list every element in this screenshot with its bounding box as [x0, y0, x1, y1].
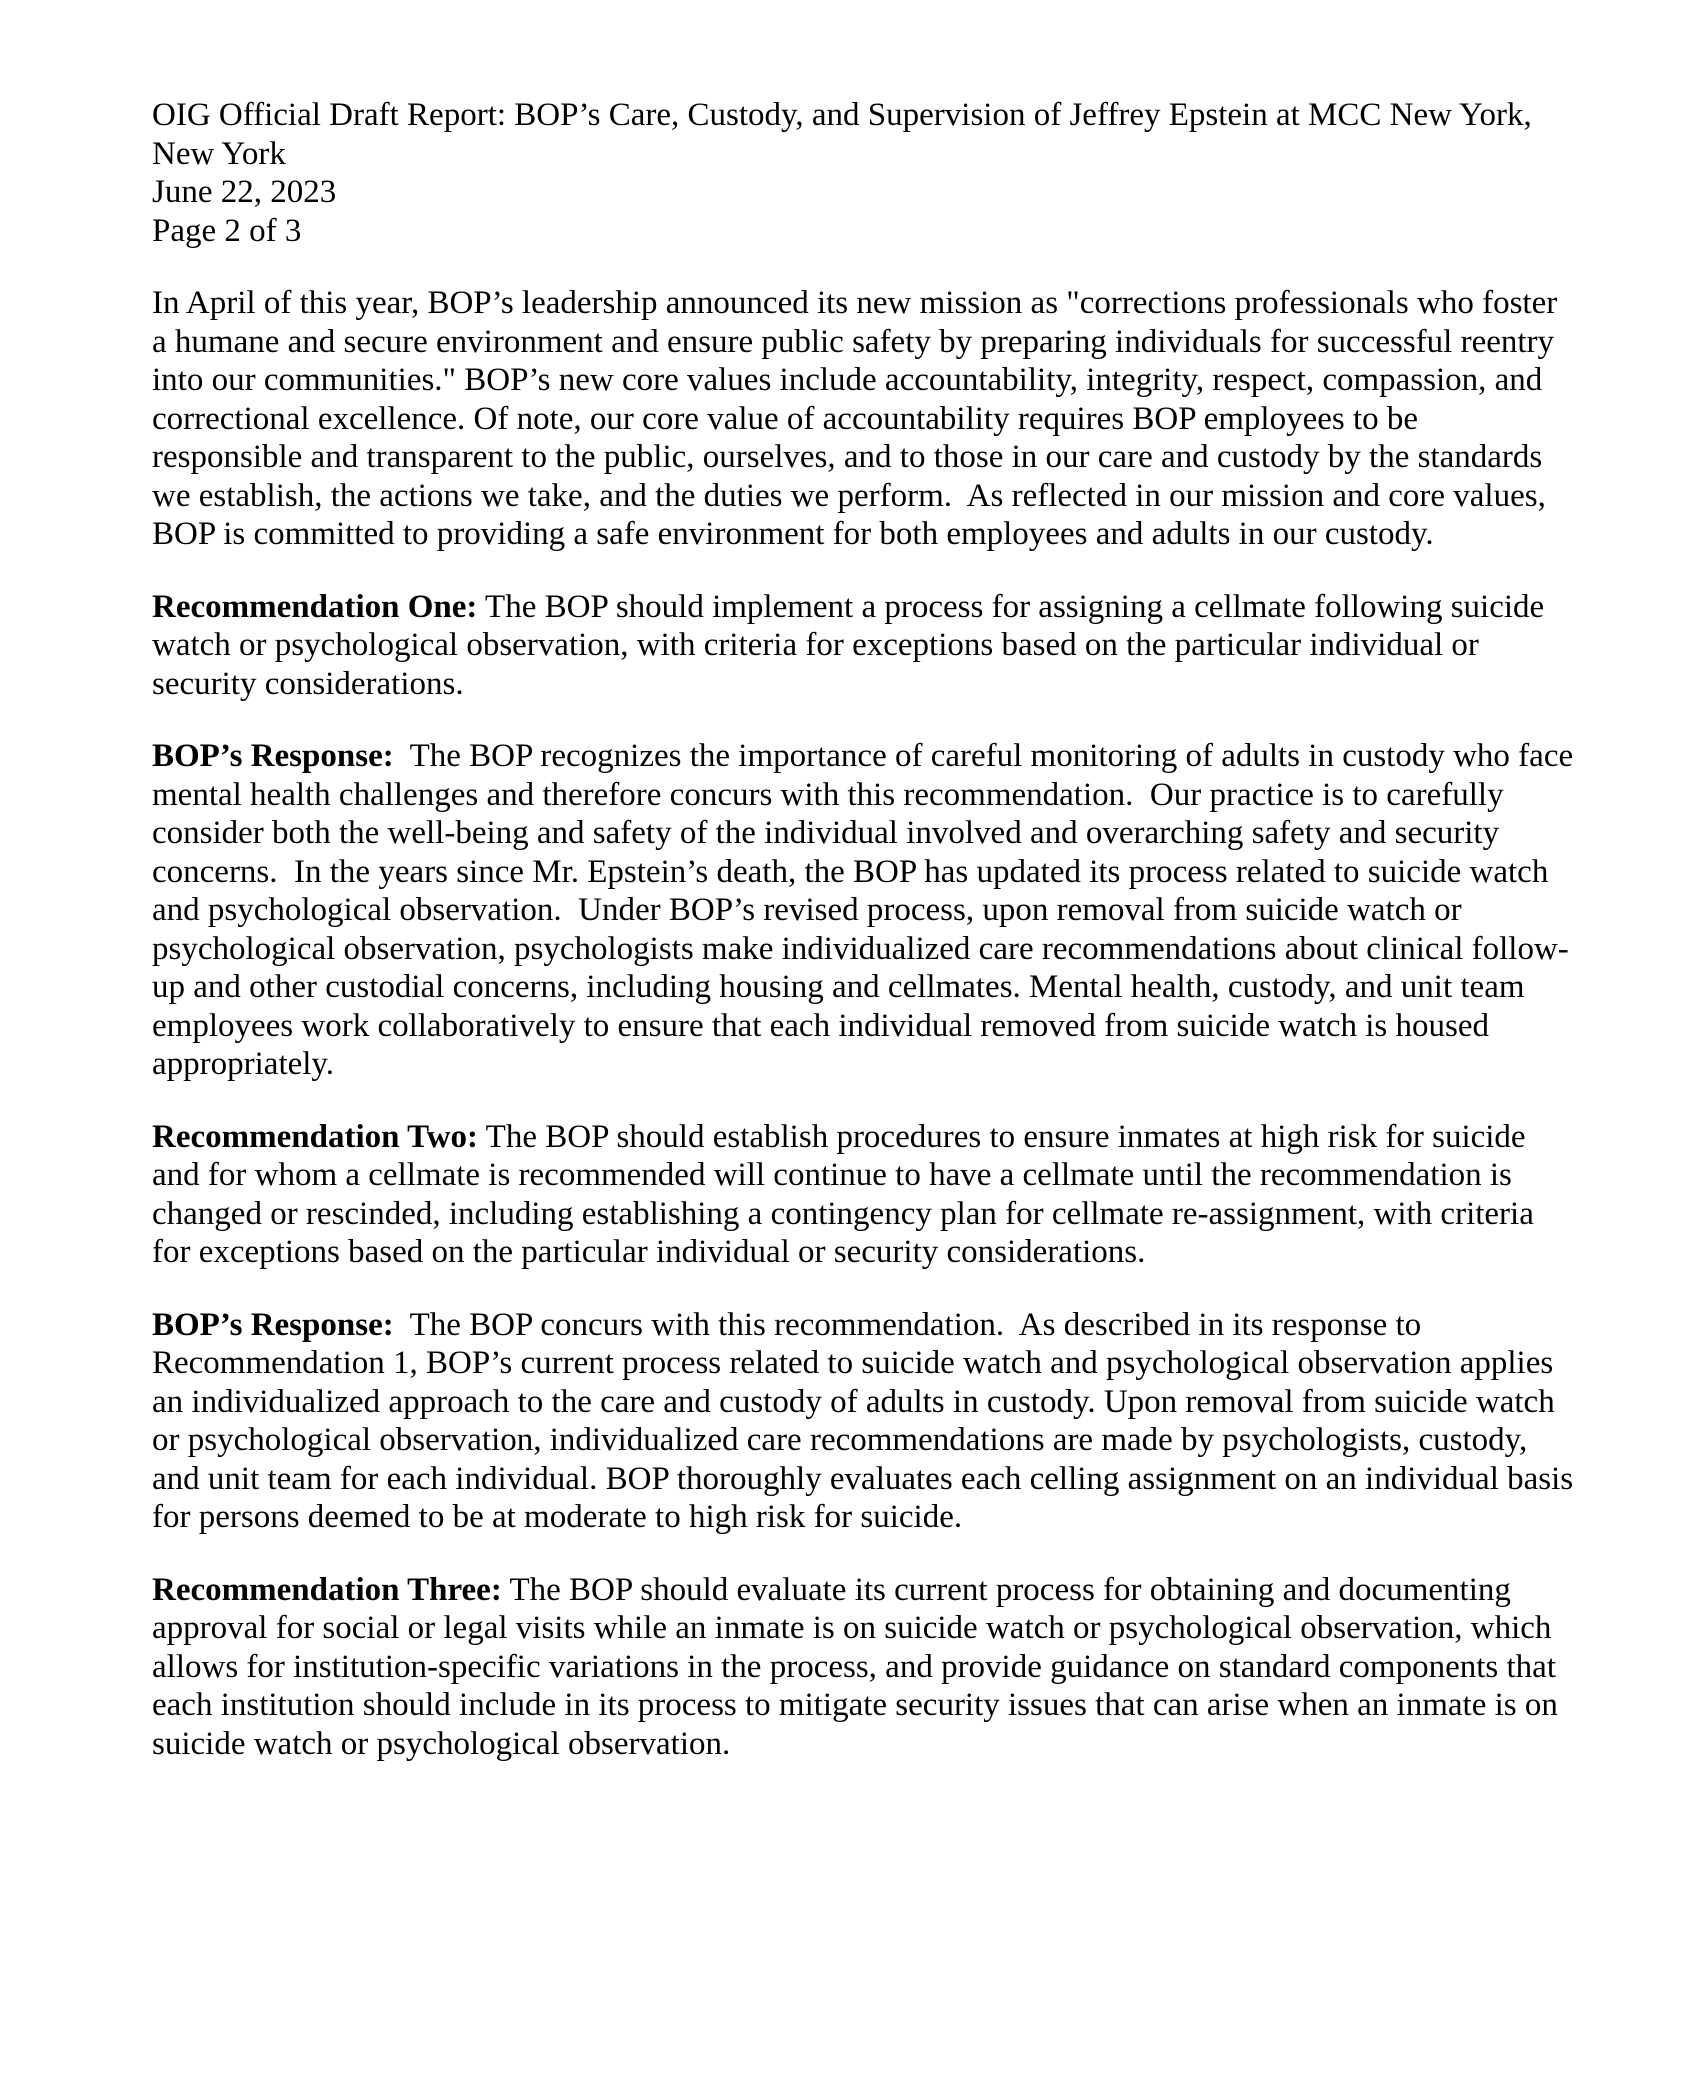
- bop-response-two-label: BOP’s Response:: [152, 1306, 394, 1343]
- paragraph-recommendation-one: [152, 588, 1574, 704]
- recommendation-two-label: Recommendation Two:: [152, 1118, 479, 1155]
- recommendation-one-text: The BOP should implement a process for assigning a cellmate following suicide watch or psychological observation, with criteria for exceptions based on the particular individual or security considerations.: [152, 588, 1553, 702]
- document-content: [152, 96, 1582, 1763]
- document-header: [152, 96, 1574, 250]
- header-report-title-line-2: New York: [152, 135, 286, 172]
- header-page-number: Page 2 of 3: [152, 212, 302, 249]
- recommendation-three-text: The BOP should evaluate its current process for obtaining and documenting approval for social or legal visits while an inmate is on suicide watch or psychological observation, which allows for institution-specific variations in the process, and provide guidance on standard components that each institution should include in its process to mitigate security issues that can arise when an inmate is on suicide watch or psychological observation.: [152, 1571, 1567, 1762]
- paragraph-recommendation-two: [152, 1118, 1574, 1272]
- recommendation-two-text: The BOP should establish procedures to ensure inmates at high risk for suicide and for whom a cellmate is recommended will continue to have a cellmate until the recommendation is changed or rescinded, including establishing a contingency plan for cellmate re-assignment, with criteria for exceptions based on the particular individual or security considerations.: [152, 1118, 1543, 1270]
- header-date: June 22, 2023: [152, 174, 337, 210]
- recommendation-three-label: Recommendation Three:: [152, 1571, 502, 1608]
- paragraph-recommendation-three: [152, 1571, 1574, 1764]
- paragraph-bop-response-two: [152, 1306, 1582, 1537]
- paragraph-bop-response-one: [152, 737, 1582, 1084]
- bop-response-two-text: The BOP concurs with this recommendation. As described in its response to Recommendation 1, BOP’s current process related to suicide watch and psychological observation applies an individualized approach to the care and custody of adults in custody. Upon removal from suicide watch or psychological observation, individualized care recommendations are made by psychologists, custody, and unit team for each individual. BOP thoroughly evaluates each celling assignment on an individual basis for persons deemed to be at moderate to high risk for suicide.: [152, 1306, 1582, 1535]
- paragraph-mission-statement: [152, 284, 1574, 554]
- recommendation-one-label: Recommendation One:: [152, 588, 478, 625]
- bop-response-one-text: The BOP recognizes the importance of careful monitoring of adults in custody who face mental health challenges and therefore concurs with this recommendation. Our practice is to carefully consider both the well-being and safety of the individual involved and overarching safety and security concerns. In the years since Mr. Epstein’s death, the BOP has updated its process related to suicide watch and psychological observation. Under BOP’s revised process, upon removal from suicide watch or psychological observation, psychologists make individualized care recommendations about clinical follow-up and other custodial concerns, including housing and cellmates. Mental health, custody, and unit team employees work collaboratively to ensure that each individual removed from suicide watch is housed appropriately.: [152, 738, 1582, 1082]
- header-report-title-line-1: OIG Official Draft Report: BOP’s Care, Custody, and Supervision of Jeffrey Epstein at MCC New York,: [152, 97, 1532, 133]
- paragraph-mission-text: In April of this year, BOP’s leadership announced its new mission as "corrections professionals who foster a humane and secure environment and ensure public safety by preparing individuals for successful reentry into our communities." BOP’s new core values include accountability, integrity, respect, compassion, and correctional excellence. Of note, our core value of accountability requires BOP employees to be responsible and transparent to the public, ourselves, and to those in our care and custody by the standards we establish, the actions we take, and the duties we perform. As reflected in our mission and core values, BOP is committed to providing a safe environment for both employees and adults in our custody.: [152, 285, 1566, 552]
- bop-response-one-label: BOP’s Response:: [152, 738, 394, 774]
